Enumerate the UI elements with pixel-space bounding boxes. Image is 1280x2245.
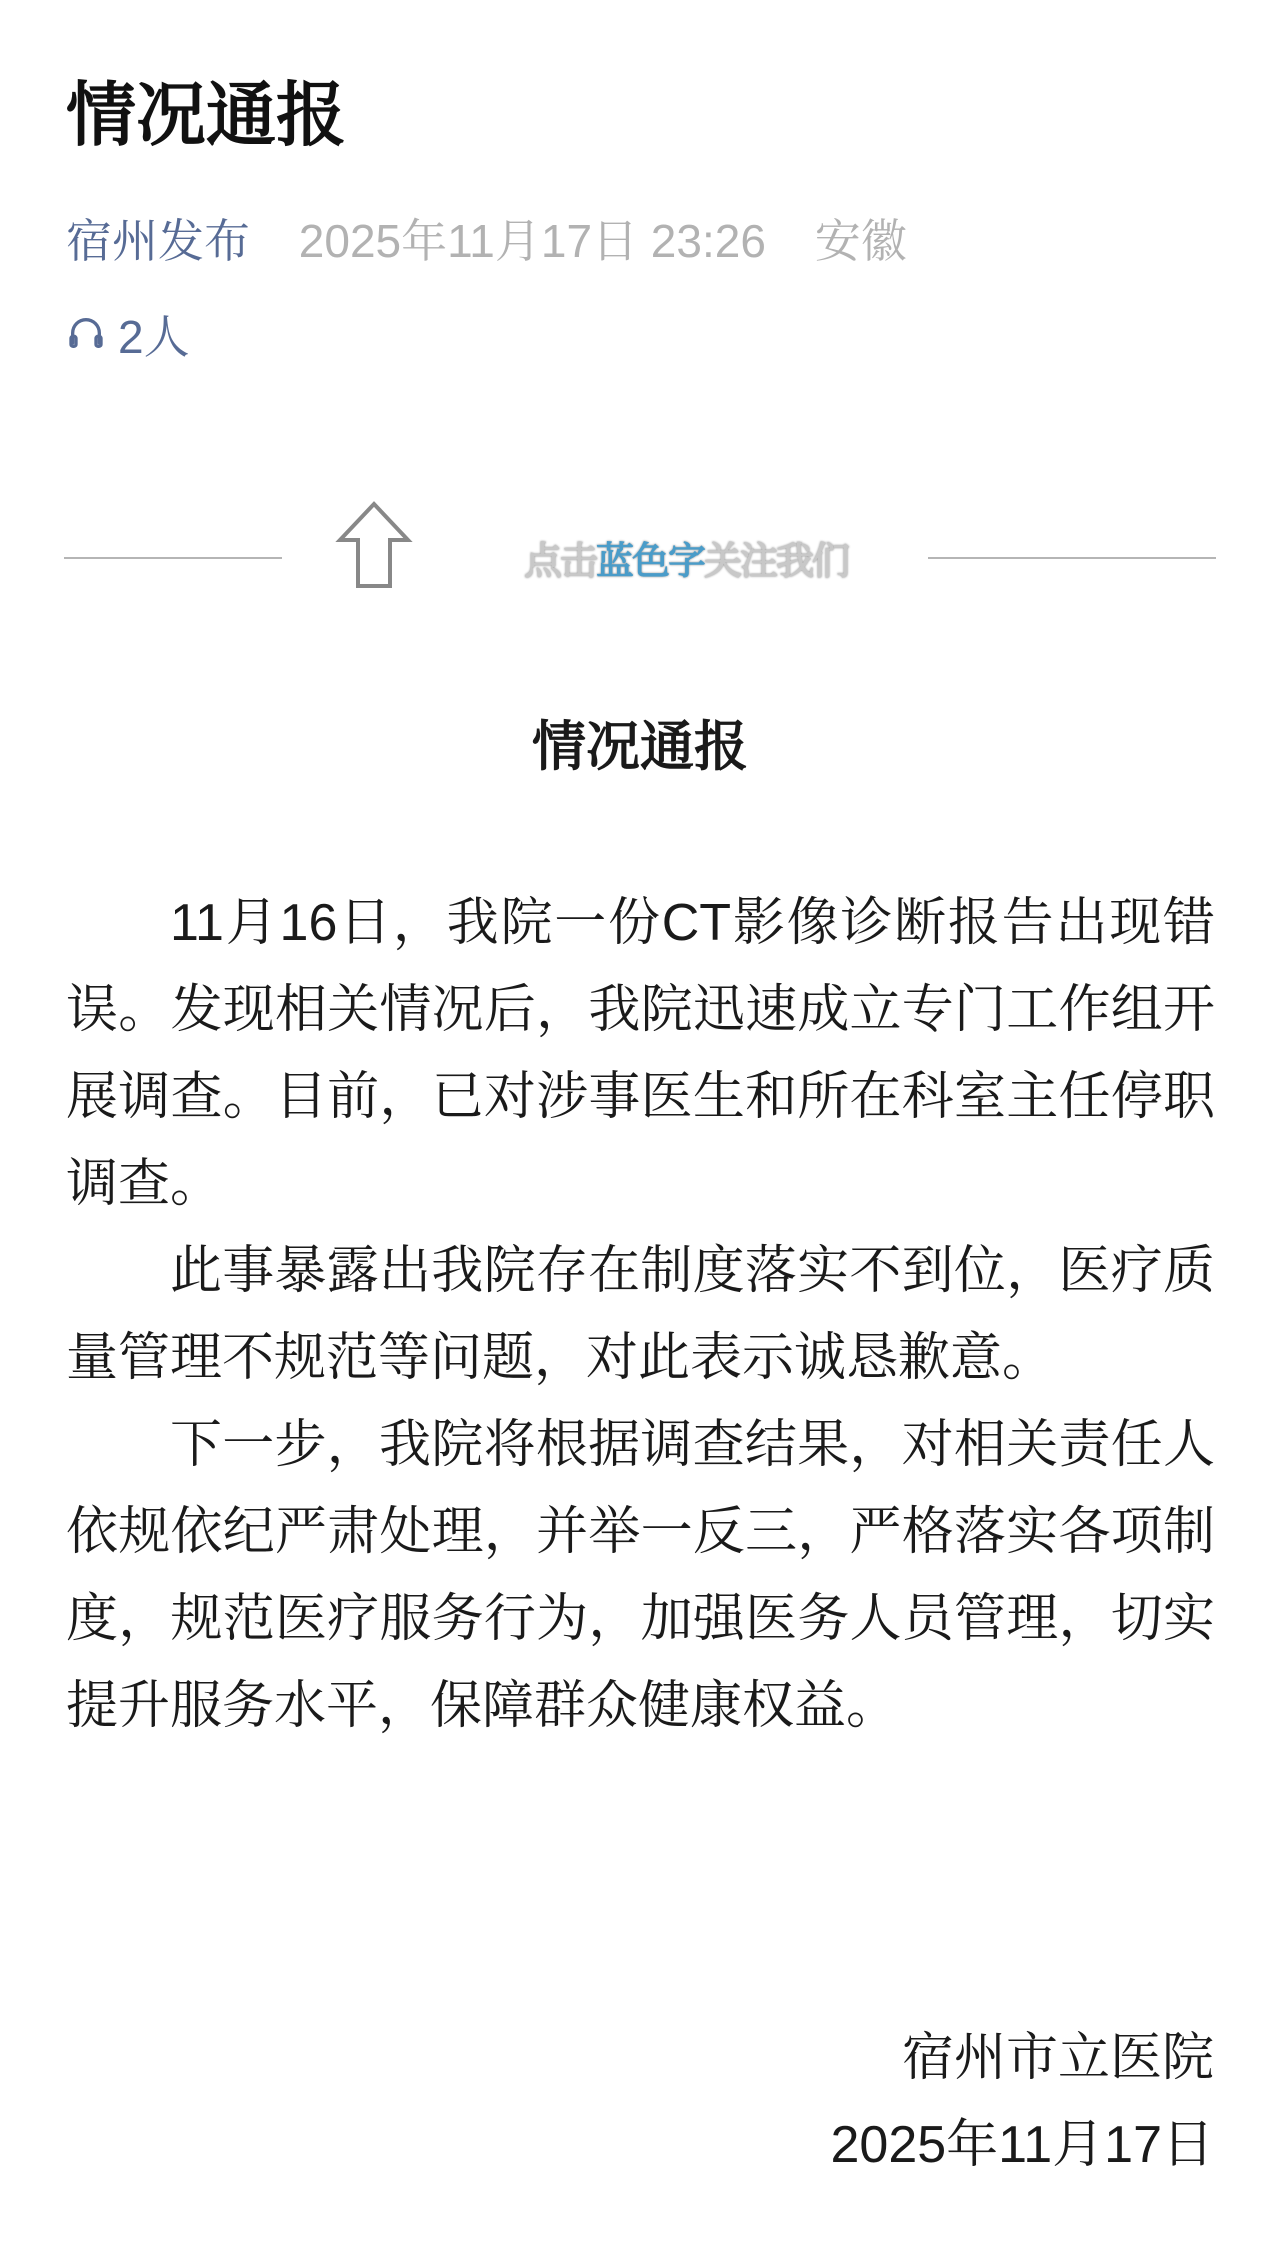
publish-datetime: 2025年11月17日 23:26 (298, 215, 766, 267)
signature (830, 2015, 1214, 2189)
arrow-up-outline-icon (334, 500, 414, 595)
notice-heading: 情况通报 (532, 717, 748, 777)
paragraph: 下一步，我院将根据调查结果，对相关责任人依规依纪严肃处理，并举一反三，严格落实各项制度，规范医疗服务行为，加强医务人员管理，切实提升服务水平，保障群众健康权益。 (66, 1416, 1215, 1735)
divider-right (928, 557, 1216, 559)
listen-button[interactable] (66, 308, 190, 366)
publish-location: 安徽 (814, 215, 907, 267)
follow-banner[interactable] (64, 496, 1216, 606)
paragraph: 11月16日，我院一份CT影像诊断报告出现错误。发现相关情况后，我院迅速成立专门工作组开展调查。目前，已对涉事医生和所在科室主任停职调查。 (66, 894, 1215, 1213)
account-name-link[interactable]: 宿州发布 (66, 215, 250, 267)
signature-org: 宿州市立医院 (901, 2029, 1214, 2087)
article-title: 情况通报 (66, 76, 346, 154)
headphones-icon (66, 308, 106, 366)
listener-count: 2人 (118, 311, 190, 363)
follow-us-text: 点击蓝色字关注我们 (524, 541, 849, 583)
signature-date: 2025年11月17日 (830, 2116, 1214, 2174)
article-meta (66, 212, 907, 270)
divider-left (64, 557, 282, 559)
paragraph: 此事暴露出我院存在制度落实不到位，医疗质量管理不规范等问题，对此表示诚恳歉意。 (66, 1242, 1215, 1387)
article-body (66, 880, 1215, 1750)
